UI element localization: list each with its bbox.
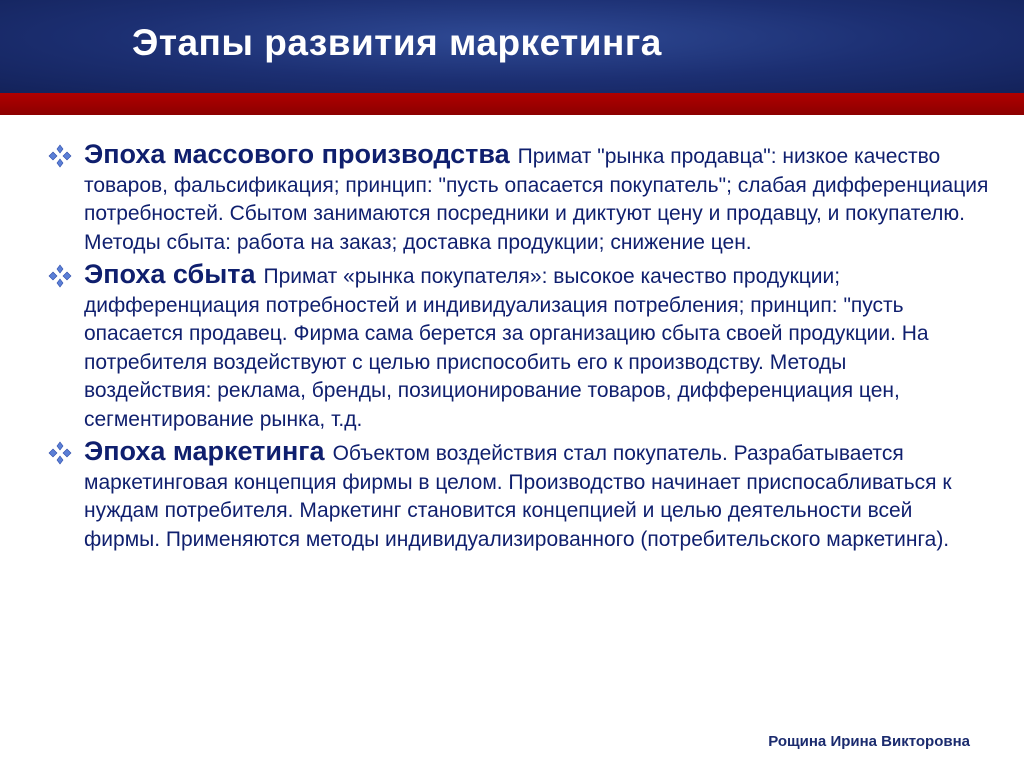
list-item-mass-production: [44, 140, 994, 257]
author-name: Рощина Ирина Викторовна: [768, 733, 970, 750]
accent-bar: [0, 93, 1024, 115]
item-heading: Эпоха сбыта: [84, 259, 256, 289]
diamond-cluster-icon: [48, 264, 72, 288]
item-text: Примат "рынка продавца": низкое качество товаров, фальсификация; принцип: "пусть опасается покупатель"; слабая дифференциация потребностей. Сбытом занимаются посредники и диктуют цену и продавцу, и покупателю. Методы сбыта: работа на заказ; доставка продукции; снижение цен.: [84, 145, 989, 254]
slide-title: Этапы развития маркетинга: [132, 22, 662, 63]
diamond-cluster-icon: [48, 144, 72, 168]
item-heading: Эпоха массового производства: [84, 139, 510, 169]
slide-content: [44, 140, 994, 554]
item-heading: Эпоха маркетинга: [84, 436, 325, 466]
item-text: Примат «рынка покупателя»: высокое качество продукции; дифференциация потребностей и индивидуализация потребления; принцип: "пусть опасается продавец. Фирма сама берется за организацию сбыта своей продукции. На потребителя воздействуют с целью приспособить его к производству. Методы воздействия: реклама, бренды, позиционирование товаров, дифференциация цен, сегментирование рынка, т.д.: [84, 265, 929, 431]
title-bar: [0, 0, 1024, 93]
list-item-sales: [44, 260, 974, 434]
list-item-marketing: [44, 437, 954, 554]
item-text: Объектом воздействия стал покупатель. Разрабатывается маркетинговая концепция фирмы в целом. Производство начинает приспосабливаться к нуждам потребителя. Маркетинг становится концепцией и целью деятельности всей фирмы. Применяются методы индивидуализированного (потребительского маркетинга).: [84, 442, 952, 551]
diamond-cluster-icon: [48, 441, 72, 465]
